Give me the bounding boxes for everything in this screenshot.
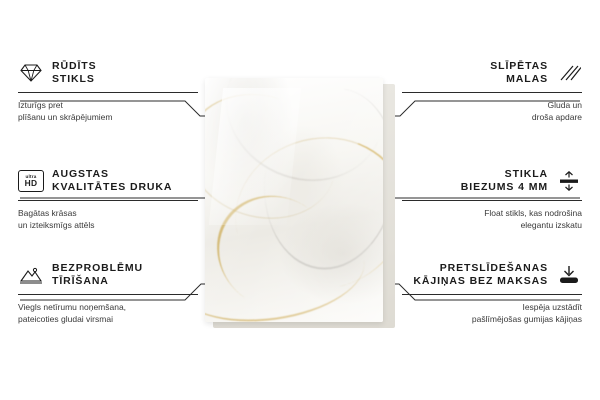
feature-title-line1: RŪDĪTS	[52, 60, 97, 72]
feature-divider	[402, 200, 582, 201]
feature-desc-line2: pašlīmējošas gumijas kājiņas	[471, 314, 582, 324]
rubber-foot-icon	[556, 264, 582, 286]
feature-title-line1: STIKLA	[504, 168, 548, 180]
feature-desc-line2: pateicoties gludai virsmai	[18, 314, 113, 324]
feature-desc-line2: un izteiksmīgs attēls	[18, 220, 95, 230]
feature-divider	[18, 92, 198, 93]
polished-edge-icon	[556, 62, 582, 84]
feature-desc-line2: droša apdare	[531, 112, 582, 122]
thickness-arrows-icon	[556, 170, 582, 192]
feature-title-line2: STIKLS	[52, 73, 95, 85]
feature-divider	[18, 200, 198, 201]
ultra-hd-badge-icon: ultra HD	[18, 170, 44, 192]
feature-desc-line1: Bagātas krāsas	[18, 208, 77, 218]
feature-print-quality	[18, 168, 198, 231]
feature-desc-line1: Izturīgs pret	[18, 100, 63, 110]
feature-title-line2: BIEZUMS 4 MM	[460, 181, 548, 193]
feature-divider	[402, 92, 582, 93]
feature-divider	[18, 294, 198, 295]
feature-title-line2: KVALITĀTES DRUKA	[52, 181, 173, 193]
feature-divider	[402, 294, 582, 295]
feature-desc-line1: Viegls netīrumu noņemšana,	[18, 302, 127, 312]
feature-desc-line1: Gluda un	[547, 100, 582, 110]
feature-title-line2: TĪRĪŠANA	[52, 275, 109, 287]
feature-desc-line1: Float stikls, kas nodrošina	[484, 208, 582, 218]
feature-tempered-glass	[18, 60, 198, 123]
feature-title-line1: PRETSLĪDEŠANAS	[439, 262, 548, 274]
feature-glass-thickness	[402, 168, 582, 231]
feature-desc-line2: elegantu izskatu	[520, 220, 582, 230]
feature-antislip-feet	[402, 262, 582, 325]
feature-title-line2: MALAS	[506, 73, 548, 85]
glass-board	[205, 78, 383, 322]
marble-texture	[205, 78, 383, 322]
diamond-icon	[18, 62, 44, 84]
feature-desc-line1: Iespēja uzstādīt	[522, 302, 582, 312]
feature-easy-cleaning	[18, 262, 198, 325]
feature-title-line1: BEZPROBLĒMU	[52, 262, 143, 274]
sponge-icon	[18, 264, 44, 286]
feature-title-line1: SLĪPĒTAS	[490, 60, 548, 72]
feature-title-line2: KĀJIŅAS BEZ MAKSAS	[413, 275, 548, 287]
product-image	[205, 78, 395, 328]
feature-title-line1: AUGSTAS	[52, 168, 109, 180]
feature-desc-line2: plīšanu un skrāpējumiem	[18, 112, 113, 122]
feature-polished-edges	[402, 60, 582, 123]
